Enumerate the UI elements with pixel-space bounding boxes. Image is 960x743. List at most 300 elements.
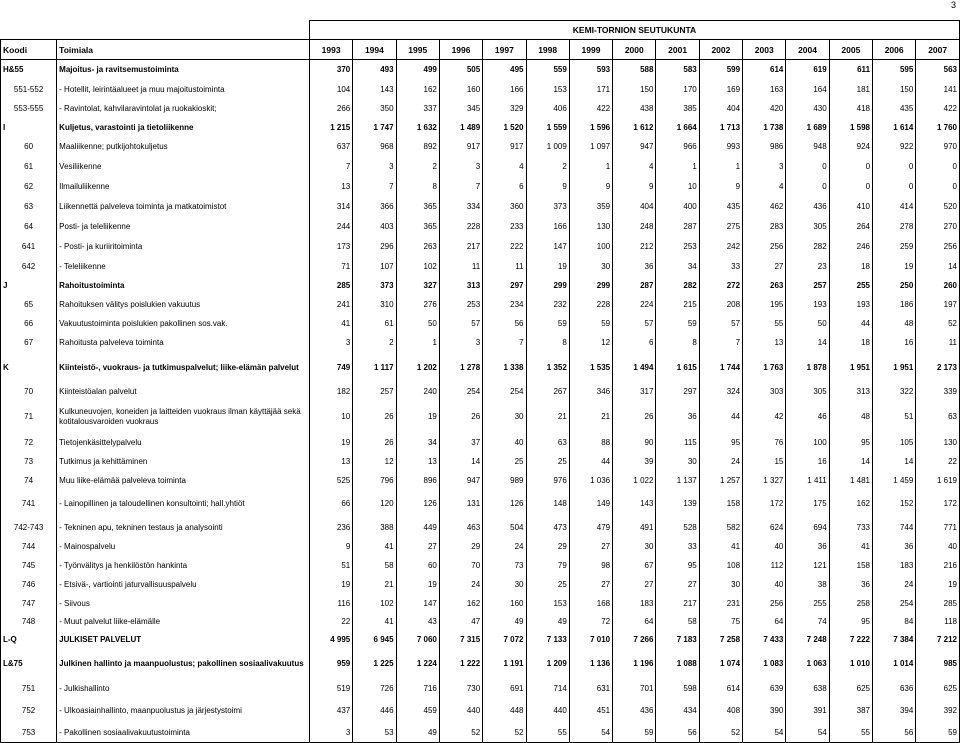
row-value: 50 [786,314,829,333]
row-value: 499 [396,60,439,80]
row-industry-name: Vakuutustoiminta poislukien pakollinen sos.vak. [57,314,310,333]
row-value: 392 [916,698,960,724]
statistics-document [0,20,960,743]
table-row [1,383,960,401]
row-value: 150 [873,80,916,99]
row-value: 287 [613,276,656,295]
row-value: 217 [656,594,699,613]
row-code: 73 [1,452,57,471]
row-value: 435 [873,99,916,119]
row-value: 228 [569,295,612,314]
row-value: 701 [613,679,656,698]
row-value: 256 [743,237,786,257]
row-value: 44 [569,452,612,471]
row-value: 947 [613,137,656,157]
table-row [1,197,960,217]
row-value: 7 [483,333,526,353]
table-row [1,433,960,452]
row-value: 141 [916,80,960,99]
row-value: 143 [613,490,656,518]
row-value: 595 [873,60,916,80]
row-value: 173 [309,237,352,257]
row-value: 313 [439,276,482,295]
row-value: 43 [396,613,439,631]
row-value: 582 [699,518,742,537]
row-value: 236 [309,518,352,537]
row-value: 116 [309,594,352,613]
year-header: 2004 [786,40,829,60]
row-value: 0 [829,177,872,197]
row-value: 1 022 [613,471,656,490]
row-value: 7 [353,177,396,197]
row-value: 49 [526,613,569,631]
row-value: 70 [439,556,482,575]
row-value: 71 [309,257,352,276]
row-value: 49 [483,613,526,631]
row-value: 50 [396,314,439,333]
row-value: 95 [829,613,872,631]
row-value: 115 [656,433,699,452]
table-row [1,631,960,649]
row-value: 4 [743,177,786,197]
row-value: 3 [439,333,482,353]
row-value: 976 [526,471,569,490]
row-value: 30 [569,257,612,276]
row-value: 95 [829,433,872,452]
row-value: 47 [439,613,482,631]
row-value: 1 951 [873,353,916,383]
row-industry-name: Muu liike-elämää palveleva toiminta [57,471,310,490]
row-value: 23 [786,257,829,276]
row-value: 438 [613,99,656,119]
table-row [1,556,960,575]
row-value: 322 [873,383,916,401]
row-code: 744 [1,537,57,556]
row-value: 30 [699,575,742,594]
row-value: 212 [613,237,656,257]
row-value: 1 202 [396,353,439,383]
row-value: 255 [829,276,872,295]
row-code: 74 [1,471,57,490]
row-value: 48 [829,401,872,433]
row-value: 4 [613,157,656,177]
row-value: 54 [786,724,829,743]
row-value: 270 [916,217,960,237]
row-value: 1 612 [613,119,656,137]
row-value: 147 [396,594,439,613]
row-industry-name: Julkinen hallinto ja maanpuolustus; pakollinen sosiaalivakuutus [57,649,310,679]
row-value: 143 [353,80,396,99]
row-value: 215 [656,295,699,314]
row-industry-name: - Ravintolat, kahvilaravintolat ja ruokakioskit; [57,99,310,119]
row-value: 170 [656,80,699,99]
row-value: 55 [526,724,569,743]
row-industry-name: Tutkimus ja kehittäminen [57,452,310,471]
row-value: 153 [526,594,569,613]
row-value: 19 [526,257,569,276]
row-value: 169 [699,80,742,99]
row-value: 36 [613,257,656,276]
row-value: 1 738 [743,119,786,137]
row-value: 278 [873,217,916,237]
row-value: 1 459 [873,471,916,490]
row-value: 519 [309,679,352,698]
header-row [1,40,960,60]
row-value: 404 [613,197,656,217]
row-industry-name: - Muut palvelut liike-elämälle [57,613,310,631]
row-industry-name: Vesiliikenne [57,157,310,177]
row-code: H&55 [1,60,57,80]
row-industry-name: Posti- ja teleliikenne [57,217,310,237]
row-value: 0 [916,157,960,177]
row-value: 7 258 [699,631,742,649]
row-code: J [1,276,57,295]
row-value: 1 760 [916,119,960,137]
row-code: K [1,353,57,383]
row-value: 373 [353,276,396,295]
row-value: 959 [309,649,352,679]
row-value: 276 [396,295,439,314]
row-value: 100 [786,433,829,452]
row-value: 107 [353,257,396,276]
row-value: 181 [829,80,872,99]
row-industry-name: Kiinteistöalan palvelut [57,383,310,401]
row-value: 29 [526,537,569,556]
row-value: 11 [483,257,526,276]
row-value: 4 [483,157,526,177]
row-value: 1 [656,157,699,177]
row-value: 34 [656,257,699,276]
row-value: 305 [786,217,829,237]
row-value: 11 [439,257,482,276]
row-value: 166 [526,217,569,237]
row-code: 553-555 [1,99,57,119]
row-value: 9 [699,177,742,197]
row-value: 3 [353,157,396,177]
row-value: 15 [743,452,786,471]
row-value: 370 [309,60,352,80]
row-value: 254 [483,383,526,401]
row-value: 726 [353,679,396,698]
row-value: 36 [873,537,916,556]
row-value: 118 [916,613,960,631]
row-industry-name: Liikennettä palveleva toiminta ja matkatoimistot [57,197,310,217]
table-row [1,649,960,679]
row-value: 166 [483,80,526,99]
row-value: 121 [786,556,829,575]
row-value: 3 [439,157,482,177]
row-value: 437 [309,698,352,724]
row-value: 459 [396,698,439,724]
row-value: 120 [353,490,396,518]
row-value: 56 [873,724,916,743]
row-industry-name: - Teleliikenne [57,257,310,276]
row-value: 892 [396,137,439,157]
row-value: 1 [569,157,612,177]
row-value: 491 [613,518,656,537]
row-code: 745 [1,556,57,575]
row-value: 303 [743,383,786,401]
table-row [1,613,960,631]
row-value: 25 [526,452,569,471]
row-value: 989 [483,471,526,490]
row-value: 525 [309,471,352,490]
row-value: 259 [873,237,916,257]
row-value: 55 [743,314,786,333]
table-row [1,518,960,537]
row-value: 1 664 [656,119,699,137]
row-value: 420 [743,99,786,119]
row-value: 1 222 [439,649,482,679]
row-value: 985 [916,649,960,679]
row-industry-name: Kuljetus, varastointi ja tietoliikenne [57,119,310,137]
row-value: 164 [786,80,829,99]
row-value: 52 [699,724,742,743]
row-value: 39 [613,452,656,471]
row-value: 21 [526,401,569,433]
row-value: 625 [829,679,872,698]
row-value: 1 224 [396,649,439,679]
row-value: 64 [613,613,656,631]
row-value: 400 [656,197,699,217]
row-value: 260 [916,276,960,295]
row-value: 1 257 [699,471,742,490]
row-value: 993 [699,137,742,157]
row-value: 246 [829,237,872,257]
row-value: 275 [699,217,742,237]
row-value: 102 [353,594,396,613]
row-value: 228 [439,217,482,237]
row-value: 253 [656,237,699,257]
row-value: 76 [743,433,786,452]
row-industry-name: JULKISET PALVELUT [57,631,310,649]
table-row [1,679,960,698]
row-value: 285 [916,594,960,613]
row-value: 446 [353,698,396,724]
table-row [1,177,960,197]
row-value: 25 [526,575,569,594]
row-value: 948 [786,137,829,157]
row-value: 0 [873,157,916,177]
row-value: 1 [699,157,742,177]
row-value: 150 [613,80,656,99]
table-row [1,698,960,724]
row-value: 63 [526,433,569,452]
row-value: 257 [353,383,396,401]
row-code: 65 [1,295,57,314]
row-value: 183 [873,556,916,575]
row-value: 59 [916,724,960,743]
row-value: 12 [353,452,396,471]
row-value: 26 [353,433,396,452]
row-value: 139 [656,490,699,518]
row-value: 34 [396,433,439,452]
row-value: 27 [743,257,786,276]
row-value: 436 [613,698,656,724]
row-value: 1 411 [786,471,829,490]
row-value: 263 [396,237,439,257]
row-value: 240 [396,383,439,401]
row-value: 44 [829,314,872,333]
row-value: 232 [526,295,569,314]
row-value: 14 [439,452,482,471]
row-value: 19 [916,575,960,594]
table-row [1,724,960,743]
table-row [1,401,960,433]
row-industry-name: - Hotellit, leirintäalueet ja muu majoitustoiminta [57,80,310,99]
row-value: 163 [743,80,786,99]
row-value: 619 [786,60,829,80]
row-value: 55 [829,724,872,743]
row-value: 451 [569,698,612,724]
row-value: 40 [743,575,786,594]
row-value: 588 [613,60,656,80]
row-code: 62 [1,177,57,197]
row-value: 41 [353,613,396,631]
row-industry-name: Rahoitusta palveleva toiminta [57,333,310,353]
row-industry-name: - Ulkoasiainhallinto, maanpuolustus ja järjestystoimi [57,698,310,724]
row-value: 25 [483,452,526,471]
row-value: 57 [439,314,482,333]
row-value: 7 212 [916,631,960,649]
row-value: 1 951 [829,353,872,383]
row-industry-name: - Etsivä-, vartiointi jaturvallisuuspalvelu [57,575,310,594]
row-value: 112 [743,556,786,575]
row-value: 310 [353,295,396,314]
row-value: 193 [786,295,829,314]
page-number: 3 [950,0,956,10]
row-value: 13 [309,177,352,197]
row-value: 287 [656,217,699,237]
row-value: 625 [916,679,960,698]
row-value: 1 632 [396,119,439,137]
row-value: 7 [699,333,742,353]
row-value: 19 [396,401,439,433]
row-value: 1 338 [483,353,526,383]
row-value: 7 266 [613,631,656,649]
row-value: 796 [353,471,396,490]
row-value: 593 [569,60,612,80]
row-value: 1 196 [613,649,656,679]
caption-row [1,21,960,40]
row-value: 0 [916,177,960,197]
row-value: 162 [439,594,482,613]
row-industry-name: - Siivous [57,594,310,613]
row-value: 104 [309,80,352,99]
row-value: 360 [483,197,526,217]
row-value: 130 [916,433,960,452]
row-value: 19 [309,433,352,452]
row-value: 0 [873,177,916,197]
row-value: 1 036 [569,471,612,490]
table-row [1,594,960,613]
row-value: 422 [916,99,960,119]
row-code: 742-743 [1,518,57,537]
row-value: 299 [569,276,612,295]
row-value: 8 [526,333,569,353]
row-code: 63 [1,197,57,217]
row-value: 208 [699,295,742,314]
row-value: 1 878 [786,353,829,383]
year-header: 2006 [873,40,916,60]
row-value: 611 [829,60,872,80]
row-value: 0 [786,177,829,197]
row-value: 337 [396,99,439,119]
row-value: 297 [656,383,699,401]
row-value: 267 [526,383,569,401]
row-industry-name: - Työnvälitys ja henkilöstön hankinta [57,556,310,575]
row-value: 27 [613,575,656,594]
row-value: 435 [699,197,742,217]
year-header: 2003 [743,40,786,60]
row-value: 7 315 [439,631,482,649]
row-value: 63 [916,401,960,433]
row-value: 52 [483,724,526,743]
row-value: 84 [873,613,916,631]
row-value: 158 [829,556,872,575]
row-value: 67 [613,556,656,575]
row-value: 714 [526,679,569,698]
row-value: 1 744 [699,353,742,383]
row-code: 64 [1,217,57,237]
row-value: 14 [786,333,829,353]
row-value: 329 [483,99,526,119]
row-value: 59 [613,724,656,743]
row-value: 2 [526,157,569,177]
row-value: 197 [916,295,960,314]
row-value: 563 [916,60,960,80]
row-value: 24 [483,537,526,556]
row-value: 22 [916,452,960,471]
row-value: 195 [743,295,786,314]
row-code: 741 [1,490,57,518]
row-value: 1 [396,333,439,353]
row-value: 41 [309,314,352,333]
row-value: 462 [743,197,786,217]
row-value: 314 [309,197,352,217]
row-value: 1 689 [786,119,829,137]
row-value: 495 [483,60,526,80]
row-value: 9 [309,537,352,556]
row-value: 250 [873,276,916,295]
row-value: 41 [699,537,742,556]
row-value: 44 [699,401,742,433]
row-industry-name: - Mainospalvelu [57,537,310,556]
row-value: 9 [613,177,656,197]
row-value: 285 [309,276,352,295]
row-value: 186 [873,295,916,314]
row-value: 74 [786,613,829,631]
row-value: 233 [483,217,526,237]
row-value: 160 [439,80,482,99]
row-value: 41 [353,537,396,556]
row-value: 61 [353,314,396,333]
table-row [1,237,960,257]
row-industry-name: - Pakollinen sosiaalivakuutustoiminta [57,724,310,743]
row-value: 7 [309,157,352,177]
row-code: 66 [1,314,57,333]
row-value: 1 559 [526,119,569,137]
row-value: 388 [353,518,396,537]
row-value: 1 117 [353,353,396,383]
row-value: 22 [309,613,352,631]
row-value: 7 183 [656,631,699,649]
row-value: 48 [873,314,916,333]
table-row [1,452,960,471]
row-code: 641 [1,237,57,257]
row-value: 638 [786,679,829,698]
year-header: 1999 [569,40,612,60]
